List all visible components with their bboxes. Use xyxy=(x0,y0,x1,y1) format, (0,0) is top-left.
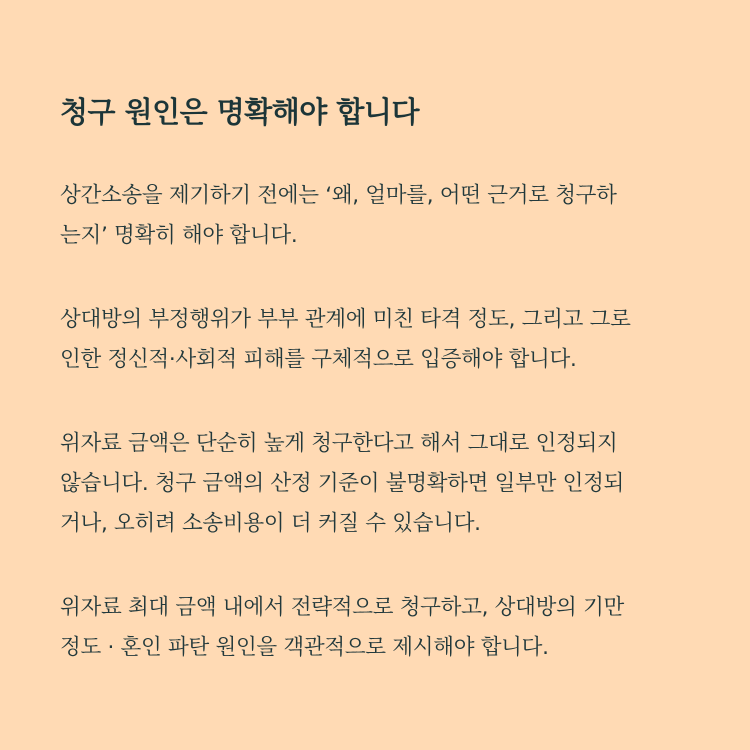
paragraph-line: 상대방의 부정행위가 부부 관계에 미친 타격 정도, 그리고 그로 xyxy=(60,307,631,332)
page-title: 청구 원인은 명확해야 합니다 xyxy=(60,95,419,129)
paragraph-line: 위자료 최대 금액 내에서 전략적으로 청구하고, 상대방의 기만 xyxy=(60,595,625,620)
paragraph-line: 거나, 오히려 소송비용이 더 커질 수 있습니다. xyxy=(60,511,481,536)
paragraph-line: 위자료 금액은 단순히 높게 청구한다고 해서 그대로 인정되지 xyxy=(60,431,618,456)
paragraph-filing-preparation xyxy=(60,176,700,256)
paragraph-line: 정도 · 혼인 파탄 원인을 객관적으로 제시해야 합니다. xyxy=(60,635,549,660)
paragraph-damage-proof xyxy=(60,300,700,380)
paragraph-line: 상간소송을 제기하기 전에는 ‘왜, 얼마를, 어떤 근거로 청구하 xyxy=(60,183,617,208)
paragraph-line: 인한 정신적·사회적 피해를 구체적으로 입증해야 합니다. xyxy=(60,347,577,372)
paragraph-compensation-amount xyxy=(60,424,700,544)
paragraph-strategy xyxy=(60,588,700,668)
paragraph-line: 는지’ 명확히 해야 합니다. xyxy=(60,223,298,248)
paragraph-line: 않습니다. 청구 금액의 산정 기준이 불명확하면 일부만 인정되 xyxy=(60,471,625,496)
